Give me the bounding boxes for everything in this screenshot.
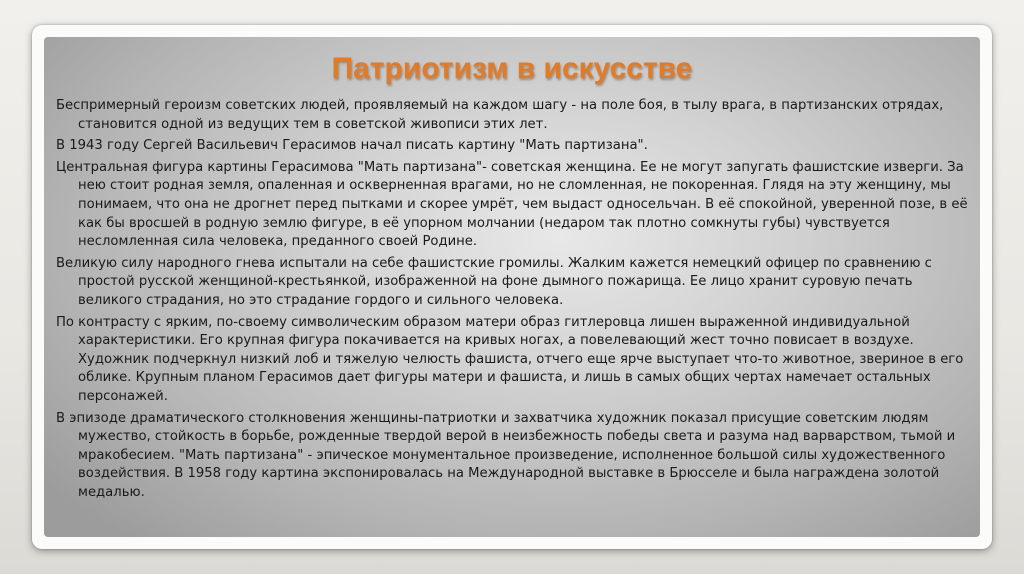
paragraph-contrast: По контрасту с ярким, по-своему символическим образом матери образ гитлеровца лишен выраженной индивидуальной характеристики. Его крупная фигура покачивается на кривых ногах, а повелевающий жест точно повисает в воздухе. Художник подчеркнул низкий лоб и тяжелую челюсть фашиста, отчего еще ярче выступает что-то животное, звериное в его облике. Крупным планом Герасимов дает фигуры матери и фашиста, и лишь в самых общих чертах намечает остальных персонажей. xyxy=(56,314,964,404)
paragraph-1943: В 1943 году Сергей Васильевич Герасимов начал писать картину "Мать партизана". xyxy=(56,138,648,154)
slide-body xyxy=(56,97,968,505)
slide-frame xyxy=(32,25,992,549)
paragraph-heroism: Беспримерный героизм советских людей, проявляемый на каждом шагу - на поле боя, в тылу врага, в партизанских отрядах, становится одной из ведущих тем в советской живописи этих лет. xyxy=(56,98,944,132)
slide-panel xyxy=(44,37,980,537)
paragraph-episode: В эпизоде драматического столкновения женщины-патриотки и захватчика художник показал присущие советским людям мужество, стойкость в борьбе, рожденные твердой верой в неизбежность победы света и разума над варварством, тьмой и мракобесием. "Мать партизана" - эпическое монументальное произведение, исполненное большой силы художественного воздействия. В 1958 году картина экспонировалась на Международной выставке в Брюсселе и была награждена золотой медалью. xyxy=(56,410,956,500)
slide-title: Патриотизм в искусстве xyxy=(331,52,693,85)
paragraph-central-figure: Центральная фигура картины Герасимова "Мать партизана"- советская женщина. Ее не могут запугать фашистские изверги. За нею стоит родная земля, опаленная и оскверненная врагами, но не сломленная, не покоренная. Глядя на эту женщину, мы понимаем, что она не дрогнет перед пытками и скорее умрёт, чем выдаст односельчан. В её спокойной, уверенной позе, в её как бы вросшей в родную землю фигуре, в её упорном молчании (недаром так плотно сомкнуты губы) чувствуется несломленная сила человека, преданного своей Родине. xyxy=(56,159,968,250)
paragraph-anger: Великую силу народного гнева испытали на себе фашистские громилы. Жалким кажется немецкий офицер по сравнению с простой русской женщиной-крестьянкой, изображенной на фоне дымного пожарища. Ее лицо хранит суровую печать великого страдания, но это страдание гордого и сильного человека. xyxy=(56,255,932,308)
